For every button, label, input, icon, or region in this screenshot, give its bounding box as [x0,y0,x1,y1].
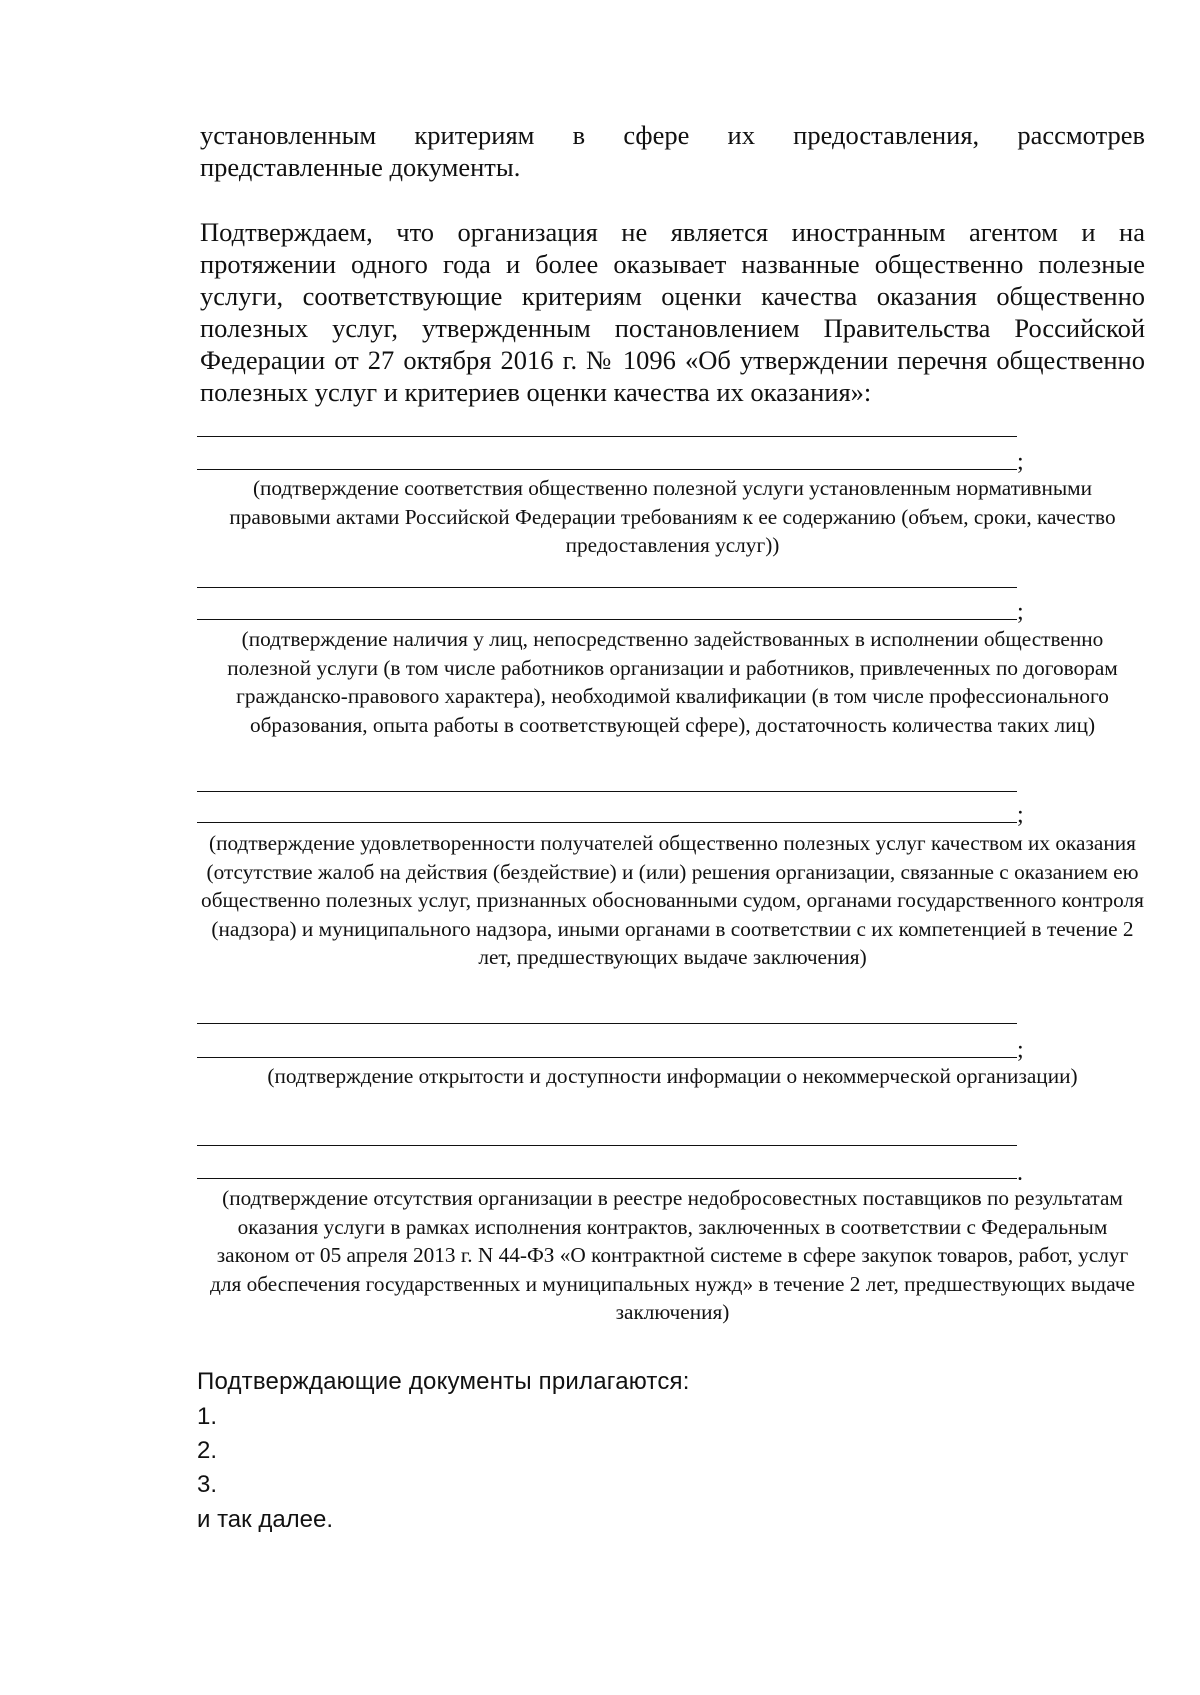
field-note-service-requirements: (подтверждение соответствия общественно полезной услуги установленным нормативными правовыми актами Российской Федерации требованиям к ее содержанию (объем, сроки, качество предоставления услуг)) [229,476,1116,557]
attachment-item: 3. [197,1471,218,1498]
fill-line [197,1145,1017,1146]
line-end-punctuation: ; [1017,1037,1024,1063]
field-note-recipient-satisfaction: (подтверждение удовлетворенности получателей общественно полезных услуг качеством их оказания (отсутствие жалоб на действия (бездействие) и (или) решения организации, связанные с оказанием ею общественно полезных услуг, признанных обоснованными судом, органами государственного контроля (надзора) и муниципального надзора, иными органами в соответствии с их компетенцией в течение 2 лет, предшествующих выдаче заключения) [201,831,1144,969]
field-note-information-openness: (подтверждение открытости и доступности информации о некоммерческой организации) [267,1064,1078,1088]
field-note-staff-qualification: (подтверждение наличия у лиц, непосредственно задействованных в исполнении общественно полезной услуги (в том числе работников организации и работников, привлеченных по договорам гражданско-правового характера), необходимой квалификации (в том числе профессионального образования, опыта работы в соответствующей сфере), достаточность количества таких лиц) [227,627,1118,737]
line-end-punctuation: ; [1017,449,1024,475]
fill-line [197,1057,1017,1058]
line-end-punctuation: . [1017,1160,1023,1186]
attachments-heading: Подтверждающие документы прилагаются: [197,1368,690,1395]
fill-line [197,436,1017,437]
fill-line [197,587,1017,588]
field-note-supplier-registry: (подтверждение отсутствия организации в реестре недобросовестных поставщиков по результатам оказания услуги в рамках исполнения контрактов, заключенных в соответствии с Федеральным законом от 05 апреля 2013 г. N 44-ФЗ «О контрактной системе в сфере закупок товаров, работ, услуг для обеспечения государственных и муниципальных нужд» в течение 2 лет, предшествующих выдаче заключения) [210,1186,1135,1324]
fill-line [197,619,1017,620]
attachment-item: 2. [197,1437,218,1464]
fill-line [197,822,1017,823]
intro-continuation-paragraph: установленным критериям в сфере их предоставления, рассмотрев представленные документы. [200,120,1145,182]
line-end-punctuation: ; [1017,802,1024,828]
attachments-closing: и так далее. [197,1506,334,1533]
line-end-punctuation: ; [1017,599,1024,625]
fill-line [197,469,1017,470]
attachment-item: 1. [197,1403,218,1430]
fill-line [197,791,1017,792]
confirmation-paragraph: Подтверждаем, что организация не является иностранным агентом и на протяжении одного года и более оказывает названные общественно полезные услуги, соответствующие критериям оценки качества оказания общественно полезных услуг, утвержденным постановлением Правительства Российской Федерации от 27 октября 2016 г. № 1096 «Об утверждении перечня общественно полезных услуг и критериев оценки качества их оказания»: [200,217,1145,407]
fill-line [197,1178,1017,1179]
fill-line [197,1023,1017,1024]
